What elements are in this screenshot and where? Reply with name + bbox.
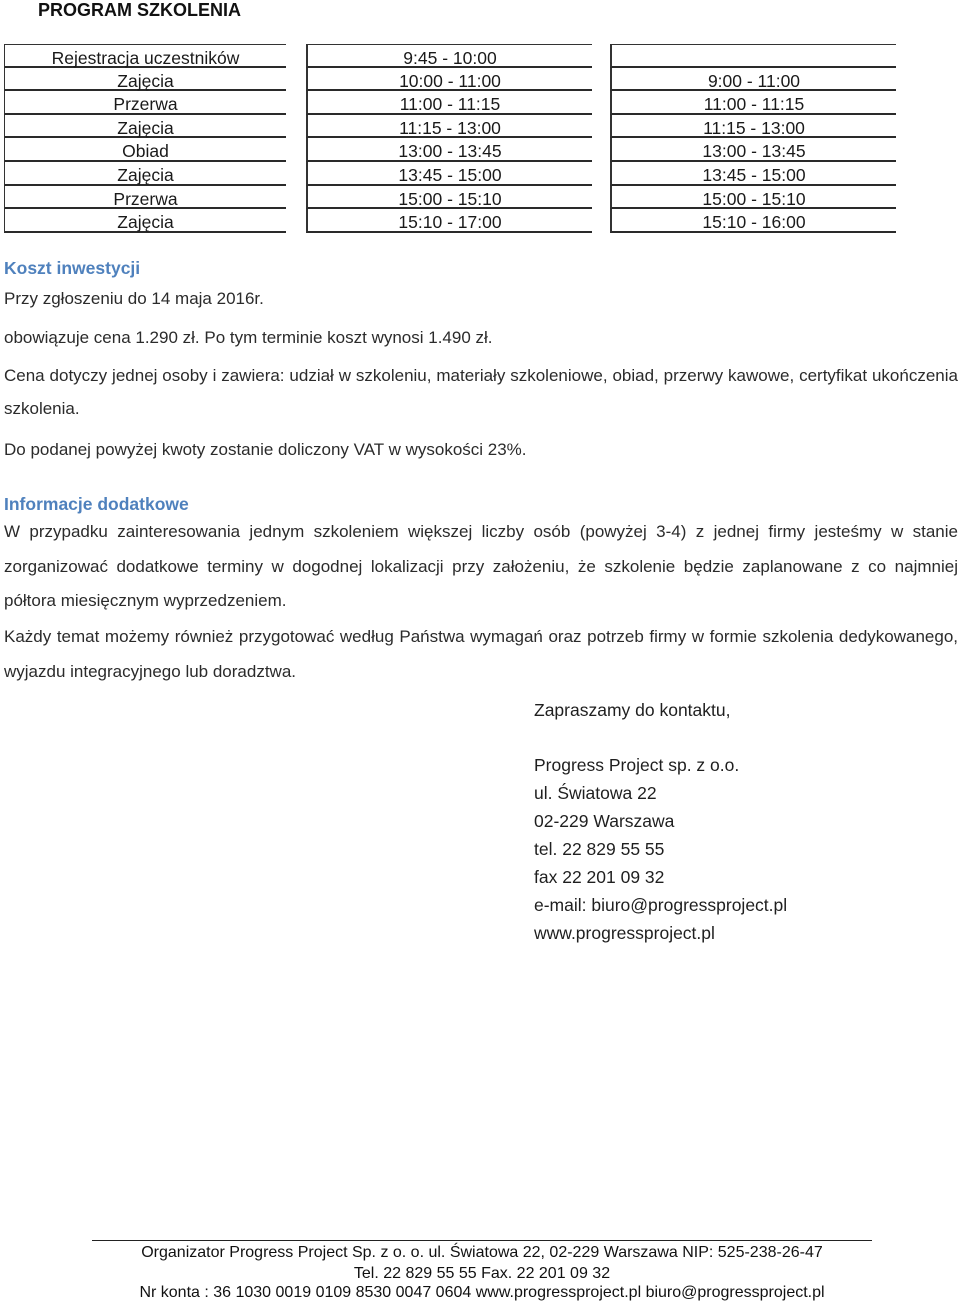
day2-time: 11:00 - 11:15 <box>610 91 896 115</box>
contact-website[interactable]: www.progressproject.pl <box>534 923 715 943</box>
contact-city: 02-229 Warszawa <box>534 811 675 831</box>
cost-heading: Koszt inwestycji <box>4 258 141 278</box>
footer-account: Nr konta : 36 1030 0019 0109 8530 0047 0604 www.progressproject.pl biuro@progressproject.pl <box>139 1284 825 1301</box>
day2-time <box>610 44 896 68</box>
day1-time: 11:15 - 13:00 <box>306 115 592 139</box>
day1-time: 13:00 - 13:45 <box>306 138 592 162</box>
footer-phone: Tel. 22 829 55 55 Fax. 22 201 09 32 <box>353 1265 611 1282</box>
day2-time: 13:45 - 15:00 <box>610 162 896 186</box>
schedule-row <box>4 162 896 186</box>
schedule-row <box>4 186 896 210</box>
cost-includes: Cena dotyczy jednej osoby i zawiera: udział w szkoleniu, materiały szkoleniowe, obiad, przerwy kawowe, certyfikat ukończenia szkolenia. <box>4 366 958 418</box>
activity-label: Rejestracja uczestników <box>4 44 286 68</box>
schedule-row <box>4 115 896 139</box>
activity-label: Obiad <box>4 138 286 162</box>
day1-time: 11:00 - 11:15 <box>306 91 592 115</box>
day2-time: 11:15 - 13:00 <box>610 115 896 139</box>
activity-label: Przerwa <box>4 186 286 210</box>
info-paragraph-2: Każdy temat możemy również przygotować według Państwa wymagań oraz potrzeb firmy w formie szkolenia dedykowanego, wyjazdu integracyjnego lub doradztwa. <box>4 627 958 681</box>
activity-label: Zajęcia <box>4 68 286 92</box>
contact-invite: Zapraszamy do kontaktu, <box>534 700 731 720</box>
day2-time: 13:00 - 13:45 <box>610 138 896 162</box>
info-paragraph-1: W przypadku zainteresowania jednym szkoleniem większej liczby osób (powyżej 3-4) z jednej firmy jesteśmy w stanie zorganizować dodatkowe terminy w dogodnej lokalizacji przy założeniu, że szkolenie będzie zaplanowane z co najmniej półtora miesięcznym wyprzedzeniem. <box>4 522 958 610</box>
footer-organizer: Organizator Progress Project Sp. z o. o. ul. Światowa 22, 02-229 Warszawa NIP: 525-238-26-47 <box>141 1244 823 1261</box>
schedule-row <box>4 209 896 233</box>
activity-label: Zajęcia <box>4 162 286 186</box>
schedule-row <box>4 44 896 68</box>
day1-time: 15:10 - 17:00 <box>306 209 592 233</box>
cost-deadline: Przy zgłoszeniu do 14 maja 2016r. <box>4 289 264 308</box>
day1-time: 13:45 - 15:00 <box>306 162 592 186</box>
page-title: PROGRAM SZKOLENIA <box>38 0 242 20</box>
footer-divider <box>92 1240 872 1241</box>
cost-price: obowiązuje cena 1.290 zł. Po tym terminie koszt wynosi 1.490 zł. <box>4 328 493 347</box>
contact-street: ul. Światowa 22 <box>534 783 657 803</box>
contact-fax: fax 22 201 09 32 <box>534 867 665 887</box>
contact-company: Progress Project sp. z o.o. <box>534 755 740 775</box>
schedule-row <box>4 68 896 92</box>
day1-time: 10:00 - 11:00 <box>306 68 592 92</box>
day1-time: 15:00 - 15:10 <box>306 186 592 210</box>
contact-block <box>534 751 787 947</box>
cost-vat: Do podanej powyżej kwoty zostanie doliczony VAT w wysokości 23%. <box>4 440 527 459</box>
info-heading: Informacje dodatkowe <box>4 494 189 514</box>
activity-label: Zajęcia <box>4 115 286 139</box>
schedule-row <box>4 138 896 162</box>
schedule-row <box>4 91 896 115</box>
contact-tel: tel. 22 829 55 55 <box>534 839 665 859</box>
activity-label: Przerwa <box>4 91 286 115</box>
contact-email[interactable]: e-mail: biuro@progressproject.pl <box>534 895 788 915</box>
activity-label: Zajęcia <box>4 209 286 233</box>
schedule-table <box>4 44 896 233</box>
day2-time: 15:10 - 16:00 <box>610 209 896 233</box>
day2-time: 15:00 - 15:10 <box>610 186 896 210</box>
day2-time: 9:00 - 11:00 <box>610 68 896 92</box>
day1-time: 9:45 - 10:00 <box>306 44 592 68</box>
